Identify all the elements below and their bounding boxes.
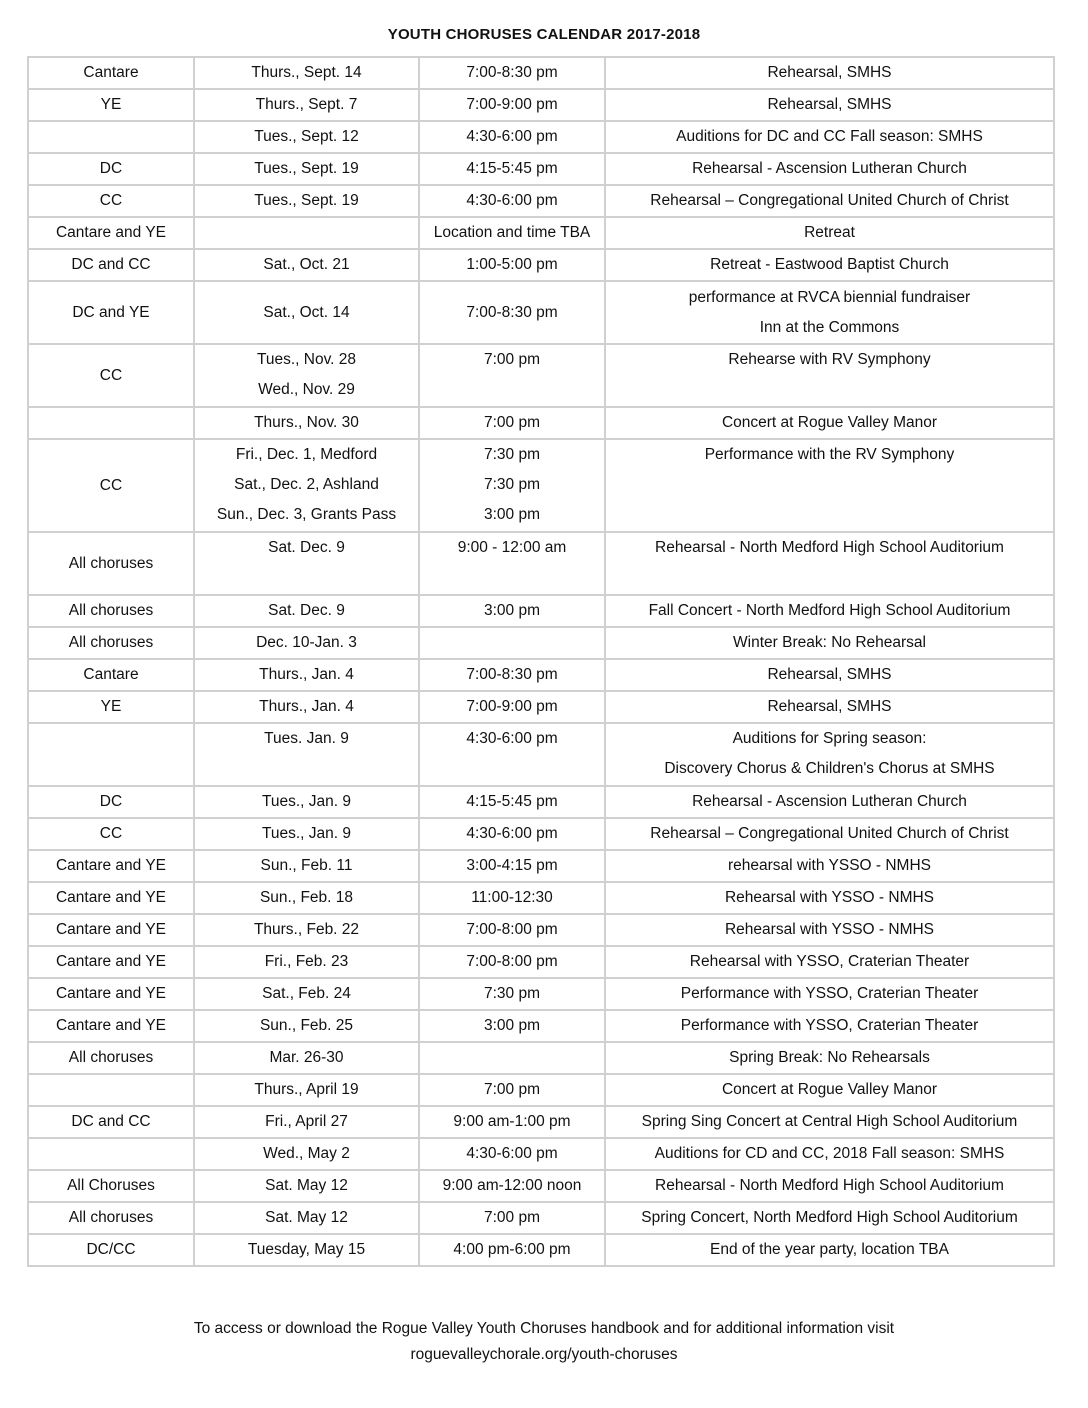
cell-chorus: Cantare	[28, 659, 194, 691]
cell-time	[419, 1234, 605, 1266]
cell-time	[419, 407, 605, 439]
table-row	[28, 850, 1054, 882]
cell-event-line: Discovery Chorus & Children's Chorus at SMHS	[664, 760, 995, 777]
cell-event	[605, 121, 1054, 153]
cell-chorus: All choruses	[28, 627, 194, 659]
cell-event-line: Rehearsal - Ascension Lutheran Church	[692, 793, 967, 810]
cell-chorus	[28, 1138, 194, 1170]
cell-date	[194, 344, 419, 407]
cell-event-line: Retreat - Eastwood Baptist Church	[710, 256, 949, 273]
cell-chorus: All choruses	[28, 532, 194, 595]
table-row	[28, 723, 1054, 786]
cell-chorus: Cantare and YE	[28, 882, 194, 914]
cell-event-line: Concert at Rogue Valley Manor	[721, 1081, 938, 1098]
cell-event-line: Rehearsal, SMHS	[767, 698, 892, 715]
cell-time-line: 7:00-9:00 pm	[466, 698, 558, 715]
cell-chorus: Cantare and YE	[28, 914, 194, 946]
cell-event-line: Winter Break: No Rehearsal	[733, 634, 926, 651]
cell-date-line: Sun., Feb. 11	[260, 857, 353, 874]
cell-time-line: 3:00 pm	[483, 602, 540, 619]
cell-date	[194, 595, 419, 627]
cell-chorus: YE	[28, 89, 194, 121]
cell-date-line: Tues., Sept. 19	[254, 160, 359, 177]
cell-date	[194, 57, 419, 89]
cell-event-line: Rehearsal with YSSO - NMHS	[724, 889, 935, 906]
cell-date-line: Tues., Jan. 9	[261, 825, 352, 842]
cell-event	[605, 882, 1054, 914]
table-row	[28, 595, 1054, 627]
cell-date-line: Fri., Feb. 23	[264, 953, 349, 970]
cell-event	[605, 407, 1054, 439]
cell-event-line: Rehearsal – Congregational United Church of Christ	[650, 825, 1009, 842]
cell-date	[194, 946, 419, 978]
cell-date	[194, 659, 419, 691]
cell-event	[605, 978, 1054, 1010]
cell-date-line: Sat. May 12	[265, 1177, 348, 1194]
cell-time	[419, 786, 605, 818]
cell-time	[419, 1042, 605, 1074]
cell-chorus: All Choruses	[28, 1170, 194, 1202]
cell-chorus: DC and CC	[28, 1106, 194, 1138]
cell-date	[194, 185, 419, 217]
cell-event	[605, 1202, 1054, 1234]
cell-time-line: 3:00 pm	[483, 506, 540, 523]
cell-time-line: 7:00 pm	[483, 1081, 540, 1098]
table-row	[28, 344, 1054, 407]
cell-time-line: 7:00 pm	[483, 351, 540, 368]
cell-date	[194, 882, 419, 914]
cell-date	[194, 121, 419, 153]
cell-event-line: Spring Concert, North Medford High School Auditorium	[641, 1209, 1018, 1226]
cell-chorus: Cantare and YE	[28, 1010, 194, 1042]
cell-event	[605, 1010, 1054, 1042]
cell-event	[605, 344, 1054, 407]
cell-date-line: Sat., Feb. 24	[262, 985, 351, 1002]
cell-chorus: CC	[28, 818, 194, 850]
cell-date-line: Thurs., Sept. 7	[255, 96, 358, 113]
table-row	[28, 946, 1054, 978]
cell-date-line: Sun., Feb. 25	[259, 1017, 354, 1034]
cell-chorus: Cantare and YE	[28, 946, 194, 978]
cell-date	[194, 532, 419, 595]
cell-time	[419, 1074, 605, 1106]
cell-date-line: Tuesday, May 15	[247, 1241, 366, 1258]
cell-chorus: DC	[28, 786, 194, 818]
table-row	[28, 1170, 1054, 1202]
cell-time-line: 7:00-8:30 pm	[466, 303, 558, 321]
cell-time-line: 7:00 pm	[483, 414, 540, 431]
cell-chorus: All choruses	[28, 595, 194, 627]
table-row	[28, 439, 1054, 532]
cell-time	[419, 153, 605, 185]
cell-chorus: DC/CC	[28, 1234, 194, 1266]
cell-event-line: Rehearsal, SMHS	[767, 64, 892, 81]
cell-date-line: Fri., Dec. 1, Medford	[235, 446, 378, 463]
cell-time	[419, 595, 605, 627]
cell-time	[419, 89, 605, 121]
cell-time	[419, 532, 605, 595]
cell-time-line: 7:00-8:00 pm	[466, 921, 558, 938]
cell-chorus: CC	[28, 439, 194, 532]
table-row	[28, 1202, 1054, 1234]
footer-link[interactable]: roguevalleychorale.org/youth-choruses	[410, 1346, 678, 1363]
cell-date-line: Sat. May 12	[265, 1209, 348, 1226]
cell-event-line: Performance with the RV Symphony	[704, 446, 955, 463]
cell-date-line: Sun., Dec. 3, Grants Pass	[216, 506, 397, 523]
cell-date-line: Mar. 26-30	[269, 1049, 344, 1066]
cell-time-line: 4:30-6:00 pm	[466, 825, 558, 842]
cell-time	[419, 850, 605, 882]
cell-time	[419, 723, 605, 786]
cell-time	[419, 691, 605, 723]
table-row	[28, 121, 1054, 153]
cell-date	[194, 1106, 419, 1138]
cell-date	[194, 1170, 419, 1202]
cell-time-line: 4:30-6:00 pm	[466, 128, 558, 145]
cell-date-line: Tues., Nov. 28	[256, 351, 357, 368]
cell-chorus: CC	[28, 185, 194, 217]
cell-event	[605, 1234, 1054, 1266]
table-row	[28, 882, 1054, 914]
cell-time-line: 7:30 pm	[483, 985, 540, 1002]
cell-time	[419, 185, 605, 217]
cell-date	[194, 1074, 419, 1106]
cell-chorus: Cantare and YE	[28, 217, 194, 249]
footer-text: To access or download the Rogue Valley Youth Choruses handbook and for additional information visit	[193, 1320, 895, 1337]
cell-time	[419, 121, 605, 153]
cell-chorus	[28, 407, 194, 439]
cell-time-line: 9:00 am-12:00 noon	[442, 1177, 582, 1194]
cell-date	[194, 281, 419, 344]
table-row	[28, 407, 1054, 439]
table-row	[28, 691, 1054, 723]
cell-time-line: 7:00-8:00 pm	[466, 953, 558, 970]
cell-time	[419, 978, 605, 1010]
cell-event-line: performance at RVCA biennial fundraiser	[688, 288, 971, 306]
cell-date-line: Tues., Sept. 12	[254, 128, 359, 145]
cell-time-line: 4:00 pm-6:00 pm	[453, 1241, 571, 1258]
cell-date-line: Sat. Dec. 9	[268, 602, 345, 619]
cell-date	[194, 249, 419, 281]
cell-event-line: Rehearsal - North Medford High School Auditorium	[655, 1177, 1004, 1194]
cell-time-line: 4:30-6:00 pm	[466, 730, 558, 747]
cell-time	[419, 882, 605, 914]
cell-event-line: Performance with YSSO, Craterian Theater	[680, 985, 979, 1002]
cell-date-line: Thurs., Jan. 4	[259, 698, 354, 715]
cell-time-line: Location and time TBA	[433, 224, 591, 241]
cell-time	[419, 1170, 605, 1202]
cell-time	[419, 1106, 605, 1138]
cell-date	[194, 153, 419, 185]
cell-event	[605, 691, 1054, 723]
cell-chorus	[28, 121, 194, 153]
cell-event	[605, 1170, 1054, 1202]
cell-event	[605, 89, 1054, 121]
cell-event	[605, 217, 1054, 249]
cell-date-line: Thurs., Nov. 30	[254, 414, 359, 431]
cell-time-line: 3:00 pm	[483, 1017, 540, 1034]
cell-date	[194, 89, 419, 121]
table-row	[28, 185, 1054, 217]
cell-time-line: 9:00 - 12:00 am	[457, 539, 567, 556]
cell-event	[605, 57, 1054, 89]
table-row	[28, 89, 1054, 121]
cell-time	[419, 57, 605, 89]
cell-event-line: Spring Break: No Rehearsals	[729, 1049, 930, 1066]
cell-event-line: Inn at the Commons	[759, 318, 900, 336]
cell-chorus	[28, 1074, 194, 1106]
cell-chorus: DC	[28, 153, 194, 185]
cell-time-line: 4:15-5:45 pm	[466, 160, 558, 177]
cell-time	[419, 1138, 605, 1170]
table-row	[28, 1010, 1054, 1042]
cell-time	[419, 249, 605, 281]
cell-time	[419, 281, 605, 344]
cell-time	[419, 946, 605, 978]
table-row	[28, 1106, 1054, 1138]
cell-chorus	[28, 723, 194, 786]
cell-date-line: Tues., Sept. 19	[254, 192, 359, 209]
cell-time-line: 7:00-8:30 pm	[466, 666, 558, 683]
cell-event	[605, 818, 1054, 850]
cell-date-line: Thurs., Feb. 22	[253, 921, 360, 938]
cell-event	[605, 946, 1054, 978]
cell-event-line: Auditions for DC and CC Fall season: SMHS	[676, 128, 983, 145]
cell-time	[419, 439, 605, 532]
cell-event	[605, 1138, 1054, 1170]
cell-time	[419, 818, 605, 850]
cell-date-line: Sat., Oct. 21	[263, 256, 350, 273]
cell-event-line: Concert at Rogue Valley Manor	[721, 414, 938, 431]
cell-time-line: 7:00 pm	[483, 1209, 540, 1226]
cell-event	[605, 185, 1054, 217]
page-title: YOUTH CHORUSES CALENDAR 2017-2018	[387, 26, 701, 43]
cell-date-line: Thurs., April 19	[254, 1081, 359, 1098]
cell-chorus: All choruses	[28, 1042, 194, 1074]
cell-chorus: DC and YE	[28, 281, 194, 344]
cell-time-line: 1:00-5:00 pm	[466, 256, 558, 273]
cell-time	[419, 344, 605, 407]
cell-date	[194, 1042, 419, 1074]
cell-date	[194, 407, 419, 439]
cell-date	[194, 978, 419, 1010]
cell-event	[605, 532, 1054, 595]
cell-time	[419, 627, 605, 659]
cell-event-line: Fall Concert - North Medford High School Auditorium	[648, 602, 1011, 619]
cell-time-line: 4:15-5:45 pm	[466, 793, 558, 810]
table-row	[28, 1074, 1054, 1106]
cell-event-line: Rehearsal, SMHS	[767, 96, 892, 113]
table-row	[28, 532, 1054, 595]
cell-event	[605, 439, 1054, 532]
cell-time-line: 7:30 pm	[483, 446, 540, 463]
cell-event-line: Performance with YSSO, Craterian Theater	[680, 1017, 979, 1034]
cell-date	[194, 914, 419, 946]
cell-event	[605, 281, 1054, 344]
cell-time-line: 7:30 pm	[483, 476, 540, 493]
cell-event	[605, 153, 1054, 185]
cell-date-line: Tues., Jan. 9	[261, 793, 352, 810]
cell-date	[194, 1010, 419, 1042]
table-row	[28, 1138, 1054, 1170]
cell-event-line: Rehearse with RV Symphony	[728, 351, 931, 368]
cell-date	[194, 850, 419, 882]
cell-date-line: Sat., Oct. 14	[263, 303, 350, 321]
table-row	[28, 57, 1054, 89]
cell-event	[605, 850, 1054, 882]
cell-time-line: 4:30-6:00 pm	[466, 1145, 558, 1162]
table-row	[28, 249, 1054, 281]
cell-event	[605, 1074, 1054, 1106]
cell-time	[419, 1010, 605, 1042]
cell-event	[605, 627, 1054, 659]
table-row	[28, 1234, 1054, 1266]
table-row	[28, 153, 1054, 185]
cell-event-line: Rehearsal, SMHS	[767, 666, 892, 683]
cell-date-line: Sat. Dec. 9	[268, 539, 345, 556]
cell-date	[194, 627, 419, 659]
cell-date-line: Wed., May 2	[263, 1145, 350, 1162]
cell-event-line: Auditions for Spring season:	[732, 730, 927, 747]
cell-event	[605, 914, 1054, 946]
table-row	[28, 818, 1054, 850]
cell-time	[419, 217, 605, 249]
cell-date-line: Thurs., Jan. 4	[259, 666, 354, 683]
cell-date-line: Thurs., Sept. 14	[251, 64, 362, 81]
cell-date-line: Sat., Dec. 2, Ashland	[234, 476, 379, 493]
cell-time-line: 3:00-4:15 pm	[466, 857, 558, 874]
cell-date	[194, 439, 419, 532]
cell-event	[605, 249, 1054, 281]
cell-date	[194, 691, 419, 723]
cell-chorus: DC and CC	[28, 249, 194, 281]
cell-event	[605, 595, 1054, 627]
table-row	[28, 659, 1054, 691]
cell-event	[605, 659, 1054, 691]
table-row	[28, 281, 1054, 344]
cell-chorus: Cantare	[28, 57, 194, 89]
cell-time-line: 4:30-6:00 pm	[466, 192, 558, 209]
cell-chorus: YE	[28, 691, 194, 723]
footer	[0, 1316, 1088, 1368]
cell-chorus: All choruses	[28, 1202, 194, 1234]
table-row	[28, 786, 1054, 818]
cell-time-line: 7:00-8:30 pm	[466, 64, 558, 81]
cell-event	[605, 1042, 1054, 1074]
cell-date-line: Dec. 10-Jan. 3	[256, 634, 357, 651]
cell-chorus: Cantare and YE	[28, 978, 194, 1010]
cell-date	[194, 217, 419, 249]
cell-date	[194, 1234, 419, 1266]
cell-date	[194, 1202, 419, 1234]
cell-event-line: Rehearsal with YSSO - NMHS	[724, 921, 935, 938]
cell-date-line: Sun., Feb. 18	[259, 889, 354, 906]
cell-date-line: Fri., April 27	[265, 1113, 348, 1130]
cell-time-line: 11:00-12:30	[471, 889, 553, 906]
calendar-table	[27, 56, 1055, 1267]
cell-date-line: Tues. Jan. 9	[264, 730, 349, 747]
cell-date	[194, 818, 419, 850]
table-row	[28, 217, 1054, 249]
cell-event	[605, 786, 1054, 818]
cell-event-line: Rehearsal - North Medford High School Auditorium	[655, 539, 1004, 556]
cell-event-line: Rehearsal with YSSO, Craterian Theater	[689, 953, 970, 970]
cell-date-line: Wed., Nov. 29	[258, 381, 355, 398]
cell-time	[419, 1202, 605, 1234]
cell-event-line: Rehearsal – Congregational United Church of Christ	[650, 192, 1009, 209]
cell-event-line: rehearsal with YSSO - NMHS	[728, 857, 931, 874]
cell-time-line: 9:00 am-1:00 pm	[453, 1113, 571, 1130]
table-row	[28, 978, 1054, 1010]
cell-chorus: Cantare and YE	[28, 850, 194, 882]
cell-time	[419, 914, 605, 946]
cell-time-line: 7:00-9:00 pm	[466, 96, 558, 113]
table-row	[28, 1042, 1054, 1074]
cell-event	[605, 1106, 1054, 1138]
table-row	[28, 627, 1054, 659]
cell-event-line: Auditions for CD and CC, 2018 Fall season: SMHS	[654, 1145, 1005, 1162]
calendar-body	[28, 57, 1054, 1266]
cell-event-line: Retreat	[804, 224, 855, 241]
cell-chorus: CC	[28, 344, 194, 407]
cell-event-line: End of the year party, location TBA	[710, 1241, 949, 1258]
cell-event-line: Spring Sing Concert at Central High School Auditorium	[641, 1113, 1018, 1130]
cell-date	[194, 723, 419, 786]
cell-date	[194, 786, 419, 818]
cell-event	[605, 723, 1054, 786]
cell-date	[194, 1138, 419, 1170]
cell-event-line: Rehearsal - Ascension Lutheran Church	[692, 160, 967, 177]
table-row	[28, 914, 1054, 946]
cell-time	[419, 659, 605, 691]
